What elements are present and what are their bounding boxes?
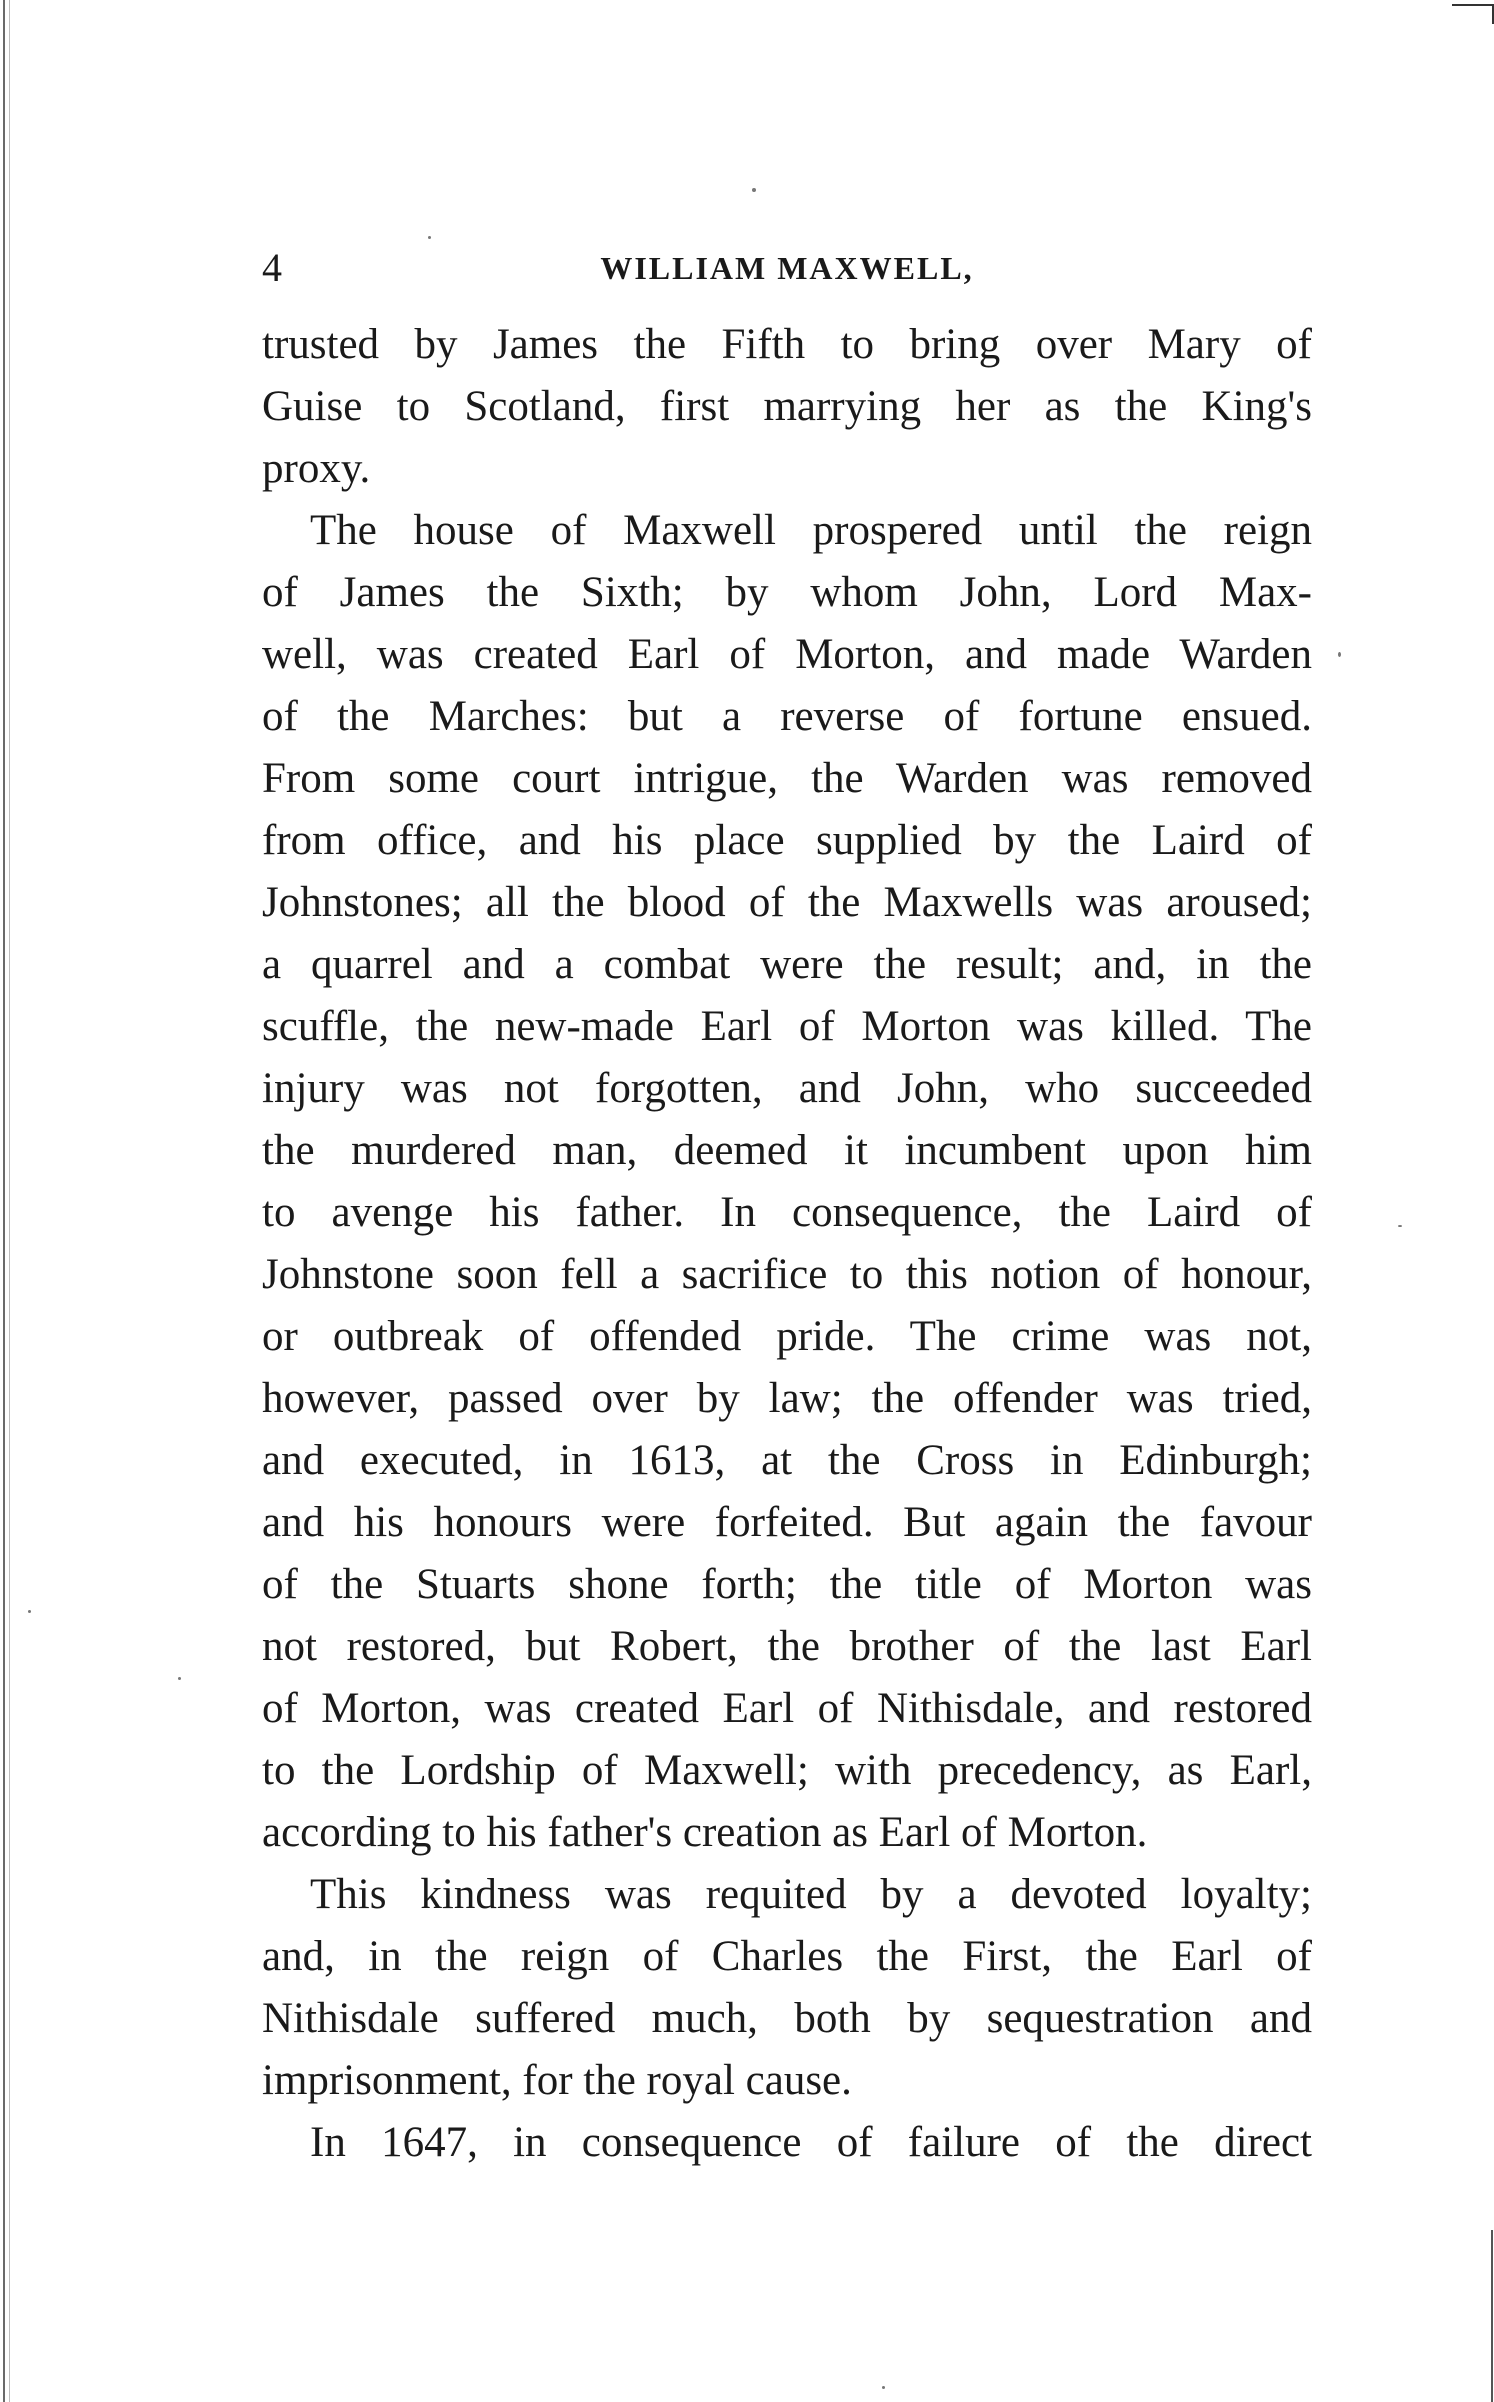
- scan-speck: [28, 1610, 31, 1613]
- page-header: [262, 238, 1312, 298]
- text-line: The house of Maxwell prospered until the reign: [310, 507, 1312, 554]
- text-line: well, was created Earl of Morton, and made Warden: [262, 631, 1312, 678]
- page-edge-rule-thin: [9, 0, 10, 2402]
- text-line: and executed, in 1613, at the Cross in Edinburgh;: [262, 1437, 1312, 1484]
- text-line: to avenge his father. In consequence, the Laird of: [262, 1189, 1312, 1236]
- text-line: of Morton, was created Earl of Nithisdale, and restored: [262, 1685, 1312, 1732]
- text-line: In 1647, in consequence of failure of the direct: [310, 2119, 1312, 2166]
- text-line: scuffle, the new-made Earl of Morton was killed. The: [262, 1003, 1312, 1050]
- scan-speck: [752, 188, 756, 192]
- scan-corner-mark: [1452, 4, 1494, 24]
- scan-speck: [882, 2386, 885, 2389]
- text-line: and, in the reign of Charles the First, the Earl of: [262, 1933, 1312, 1980]
- text-line: a quarrel and a combat were the result; and, in the: [262, 941, 1312, 988]
- text-line: proxy.: [262, 445, 371, 492]
- text-line: Nithisdale suffered much, both by sequestration and: [262, 1995, 1312, 2042]
- page-edge-rule: [3, 0, 5, 2402]
- scan-edge-mark: [1491, 2230, 1493, 2402]
- text-line: trusted by James the Fifth to bring over Mary of: [262, 321, 1312, 368]
- text-line: This kindness was requited by a devoted loyalty;: [310, 1871, 1312, 1918]
- text-line: imprisonment, for the royal cause.: [262, 2057, 852, 2104]
- text-line: Johnstone soon fell a sacrifice to this notion of honour,: [262, 1251, 1312, 1298]
- scan-speck: [178, 1677, 181, 1680]
- text-line: however, passed over by law; the offender was tried,: [262, 1375, 1312, 1422]
- text-line: not restored, but Robert, the brother of the last Earl: [262, 1623, 1312, 1670]
- text-line: and his honours were forfeited. But again the favour: [262, 1499, 1312, 1546]
- scan-speck: [1338, 652, 1341, 657]
- running-head: WILLIAM MAXWELL,: [600, 250, 974, 286]
- text-line: From some court intrigue, the Warden was removed: [262, 755, 1312, 802]
- text-line: to the Lordship of Maxwell; with precedency, as Earl,: [262, 1747, 1312, 1794]
- text-line: of the Marches: but a reverse of fortune ensued.: [262, 693, 1312, 740]
- page-number: 4: [262, 245, 282, 290]
- text-line: Johnstones; all the blood of the Maxwells was aroused;: [262, 879, 1312, 926]
- text-line: of James the Sixth; by whom John, Lord Max-: [262, 569, 1312, 616]
- text-line: the murdered man, deemed it incumbent upon him: [262, 1127, 1312, 1174]
- text-line: from office, and his place supplied by the Laird of: [262, 817, 1312, 864]
- text-line: injury was not forgotten, and John, who succeeded: [262, 1065, 1312, 1112]
- text-line: of the Stuarts shone forth; the title of Morton was: [262, 1561, 1312, 1608]
- scan-speck: [1398, 1225, 1402, 1227]
- text-line: or outbreak of offended pride. The crime was not,: [262, 1313, 1312, 1360]
- body-text: [262, 314, 1312, 2174]
- text-line: Guise to Scotland, first marrying her as the King's: [262, 383, 1312, 430]
- text-line: according to his father's creation as Earl of Morton.: [262, 1809, 1148, 1856]
